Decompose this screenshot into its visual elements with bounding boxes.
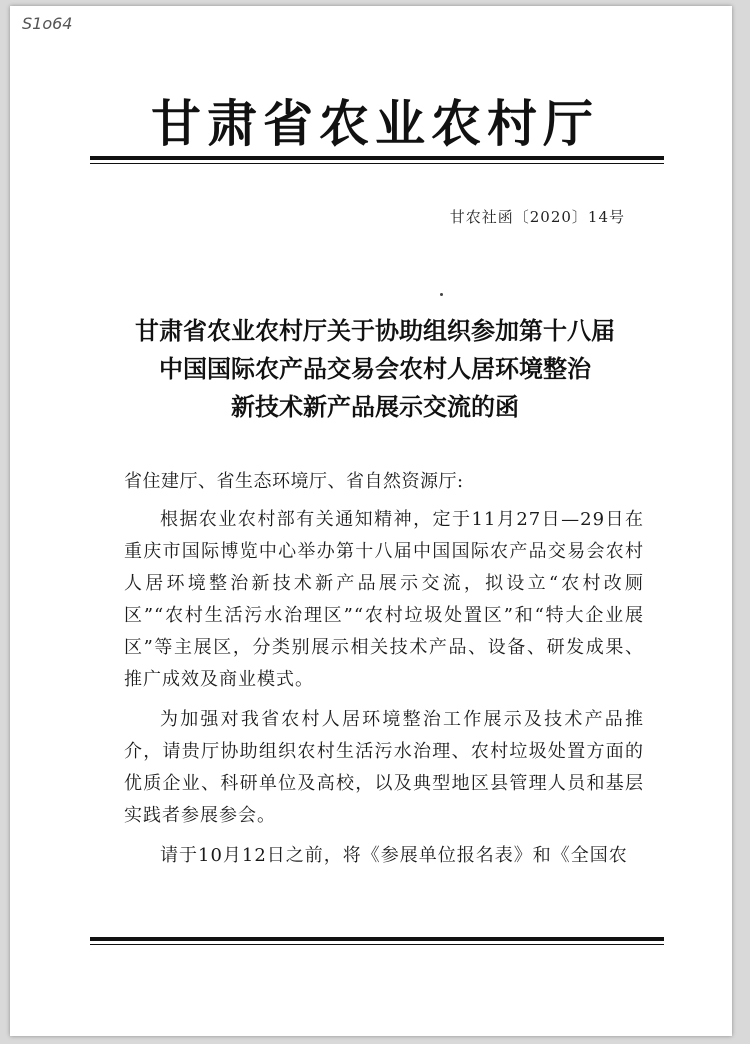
org-header: 甘肃省农业农村厅 xyxy=(151,94,599,153)
document-number: 甘农社函〔2020〕14号 xyxy=(449,208,625,226)
body-paragraph: 根据农业农村部有关通知精神，定于11月27日—29日在重庆市国际博览中心举办第十八届中国国际农产品交易会农村人居环境整治新技术新产品展示交流，拟设立“农村改厕区”“农村生活污水治理区”“农村垃圾处置区”和“特大企业展区”等主展区，分类别展示相关技术产品、设备、研发成果、推广成效及商业模式。 xyxy=(124,509,644,690)
header-divider xyxy=(90,156,664,164)
document-title xyxy=(0,312,750,426)
body-paragraph: 为加强对我省农村人居环境整治工作展示及技术产品推介，请贵厅协助组织农村生活污水治理、农村垃圾处置方面的优质企业、科研单位及高校，以及典型地区县管理人员和基层实践者参展参会。 xyxy=(124,709,644,826)
stray-mark xyxy=(440,293,443,296)
title-line: 甘肃省农业农村厅关于协助组织参加第十八届 xyxy=(135,316,615,345)
title-line: 中国国际农产品交易会农村人居环境整治 xyxy=(159,354,591,383)
footer-divider xyxy=(90,937,664,945)
title-line: 新技术新产品展示交流的函 xyxy=(231,392,519,421)
body-paragraph: 请于10月12日之前，将《参展单位报名表》和《全国农 xyxy=(160,845,628,866)
handwritten-note: S1o64 xyxy=(22,14,73,33)
salutation: 省住建厅、省生态环境厅、省自然资源厅: xyxy=(124,471,464,492)
document-body xyxy=(124,466,644,872)
